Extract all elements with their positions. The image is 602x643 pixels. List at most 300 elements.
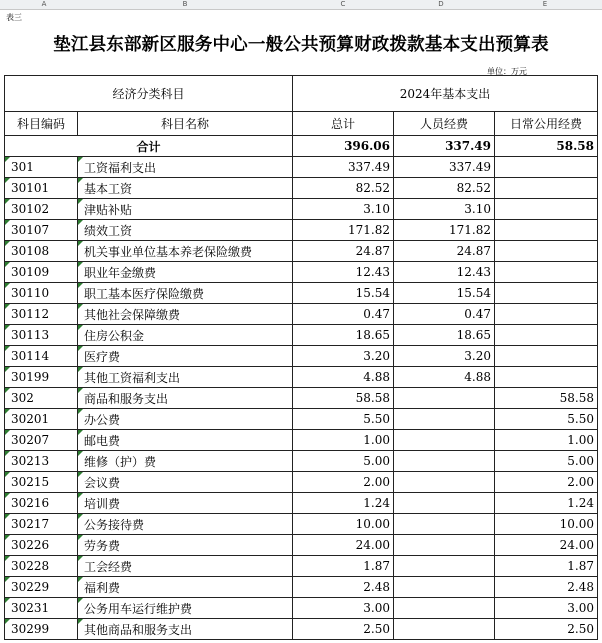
name-cell-text: 其他工资福利支出 [84,370,181,385]
name-cell[interactable] [78,493,293,514]
code-cell-text: 30199 [11,370,50,384]
code-cell-text: 30231 [11,601,50,615]
public-cell-text: 1.87 [567,559,594,573]
header-public[interactable]: 日常公用经费 [495,112,598,136]
name-cell-text: 津贴补贴 [84,202,133,217]
code-cell-text: 30216 [11,496,50,510]
total-cell-text: 2.00 [363,475,390,489]
text-format-marker-icon [5,388,10,393]
public-cell[interactable] [495,346,598,367]
text-format-marker-icon [5,283,10,288]
code-cell[interactable] [5,409,78,430]
table-row [5,493,598,514]
code-cell-text: 30110 [11,286,50,300]
table-row [5,241,598,262]
public-cell-text: 2.48 [567,580,594,594]
code-cell[interactable] [5,241,78,262]
text-format-marker-icon [5,451,10,456]
name-cell-text: 工会经费 [84,559,133,574]
public-cell-text: 2.50 [567,622,594,636]
text-format-marker-icon [5,409,10,414]
table-row [5,304,598,325]
total-cell[interactable] [293,220,394,241]
personnel-cell-text: 337.49 [449,160,491,174]
table-row [5,157,598,178]
header-row-2 [5,112,598,136]
text-format-marker-icon [78,283,83,288]
name-cell-text: 其他商品和服务支出 [84,622,193,637]
code-cell-text: 30226 [11,538,50,552]
code-cell[interactable] [5,346,78,367]
public-cell-text: 24.00 [559,538,594,552]
total-cell[interactable] [293,598,394,619]
code-cell[interactable] [5,220,78,241]
table-row [5,598,598,619]
total-cell-text: 2.50 [363,622,390,636]
code-cell[interactable] [5,199,78,220]
total-cell[interactable] [293,493,394,514]
total-cell[interactable] [293,199,394,220]
text-format-marker-icon [5,472,10,477]
total-cell-text: 337.49 [348,160,390,174]
code-cell[interactable] [5,178,78,199]
personnel-cell[interactable] [394,577,495,598]
personnel-cell[interactable] [394,199,495,220]
total-cell[interactable] [293,262,394,283]
total-cell[interactable] [293,325,394,346]
name-cell[interactable] [78,220,293,241]
personnel-cell[interactable] [394,451,495,472]
total-cell[interactable] [293,430,394,451]
table-row [5,178,598,199]
page-title: 垫江县东部新区服务中心一般公共预算财政拨款基本支出预算表 [53,35,549,55]
name-cell-text: 劳务费 [84,538,121,553]
personnel-cell-text: 0.47 [464,307,491,321]
personnel-cell[interactable] [394,367,495,388]
table-row [5,430,598,451]
personnel-cell-text: 3.20 [464,349,491,363]
personnel-cell[interactable] [394,262,495,283]
budget-table [4,75,598,640]
code-cell-text: 30112 [11,307,50,321]
public-cell[interactable] [495,157,598,178]
total-label[interactable]: 合计 [5,136,293,157]
name-cell[interactable] [78,619,293,640]
name-cell[interactable] [78,430,293,451]
text-format-marker-icon [5,346,10,351]
name-cell[interactable] [78,325,293,346]
public-cell[interactable] [495,367,598,388]
text-format-marker-icon [78,325,83,330]
public-cell[interactable] [495,451,598,472]
public-cell[interactable] [495,388,598,409]
name-cell[interactable] [78,472,293,493]
column-letter-d[interactable]: D [438,0,444,8]
total-cell[interactable] [293,367,394,388]
name-cell-text: 机关事业单位基本养老保险缴费 [84,244,253,259]
total-cell-text: 15.54 [355,286,390,300]
code-cell[interactable] [5,430,78,451]
personnel-cell[interactable] [394,556,495,577]
text-format-marker-icon [78,367,83,372]
table-row [5,535,598,556]
public-cell-text: 5.00 [567,454,594,468]
public-cell-text: 1.00 [567,433,594,447]
header-econ-category[interactable]: 经济分类科目 [5,76,293,112]
total-cell[interactable] [293,388,394,409]
text-format-marker-icon [78,304,83,309]
code-cell-text: 30102 [11,202,50,216]
code-cell[interactable] [5,304,78,325]
public-cell[interactable] [495,535,598,556]
name-cell[interactable] [78,577,293,598]
table-row [5,514,598,535]
total-cell[interactable] [293,304,394,325]
code-cell-text: 30207 [11,433,50,447]
table-row [5,346,598,367]
text-format-marker-icon [78,241,83,246]
public-cell-text: 58.58 [559,391,594,405]
text-format-marker-icon [78,535,83,540]
total-cell-text: 18.65 [355,328,390,342]
table-row [5,388,598,409]
public-cell[interactable] [495,514,598,535]
total-cell-text: 5.50 [363,412,390,426]
text-format-marker-icon [78,178,83,183]
text-format-marker-icon [5,178,10,183]
code-cell[interactable] [5,388,78,409]
name-cell-text: 办公费 [84,412,121,427]
code-cell[interactable] [5,325,78,346]
text-format-marker-icon [78,493,83,498]
total-cell-text: 82.52 [355,181,390,195]
text-format-marker-icon [5,199,10,204]
code-cell[interactable] [5,535,78,556]
code-cell-text: 30299 [11,622,50,636]
name-cell-text: 会议费 [84,475,121,490]
public-cell[interactable] [495,430,598,451]
code-cell-text: 30213 [11,454,50,468]
total-cell-text: 5.00 [363,454,390,468]
name-cell-text: 职业年金缴费 [84,265,157,280]
header-row-1 [5,76,598,112]
total-cell[interactable] [293,409,394,430]
header-personnel[interactable]: 人员经费 [394,112,495,136]
personnel-cell[interactable] [394,388,495,409]
public-cell-text: 5.50 [567,412,594,426]
unit-label: 单位：万元 [487,67,527,76]
personnel-cell[interactable] [394,178,495,199]
table-row [5,367,598,388]
text-format-marker-icon [5,598,10,603]
name-cell[interactable] [78,199,293,220]
table-row [5,199,598,220]
code-cell-text: 302 [11,391,34,405]
code-cell-text: 301 [11,160,34,174]
public-cell[interactable] [495,262,598,283]
personnel-cell[interactable] [394,409,495,430]
public-cell[interactable] [495,556,598,577]
text-format-marker-icon [78,598,83,603]
total-cell[interactable] [293,346,394,367]
name-cell-text: 绩效工资 [84,223,133,238]
code-cell-text: 30217 [11,517,50,531]
column-letter-a[interactable]: A [41,0,47,8]
total-cell[interactable] [293,577,394,598]
table-row [5,451,598,472]
total-cell[interactable] [293,157,394,178]
table-row [5,262,598,283]
public-cell[interactable] [495,598,598,619]
total-cell-text: 171.82 [348,223,390,237]
total-cell-text: 24.00 [355,538,390,552]
name-cell[interactable] [78,262,293,283]
table-row [5,325,598,346]
code-cell[interactable] [5,451,78,472]
personnel-cell[interactable] [394,535,495,556]
table-row [5,283,598,304]
total-cell-text: 1.00 [363,433,390,447]
code-cell[interactable] [5,619,78,640]
name-cell[interactable] [78,556,293,577]
name-cell-text: 工资福利支出 [84,160,157,175]
personnel-cell[interactable] [394,430,495,451]
total-cell[interactable] [293,619,394,640]
text-format-marker-icon [78,577,83,582]
text-format-marker-icon [5,220,10,225]
text-format-marker-icon [78,430,83,435]
public-cell[interactable] [495,409,598,430]
total-public[interactable]: 58.58 [495,136,598,157]
name-cell[interactable] [78,304,293,325]
total-cell-text: 58.58 [355,391,390,405]
code-cell-text: 30101 [11,181,50,195]
name-cell-text: 公务用车运行维护费 [84,601,193,616]
total-cell[interactable] [293,178,394,199]
name-cell-text: 其他社会保障缴费 [84,307,181,322]
personnel-cell-text: 18.65 [456,328,491,342]
text-format-marker-icon [78,514,83,519]
public-cell-text: 10.00 [559,517,594,531]
public-cell[interactable] [495,577,598,598]
code-cell-text: 30108 [11,244,50,258]
personnel-cell[interactable] [394,157,495,178]
public-cell[interactable] [495,493,598,514]
name-cell[interactable] [78,535,293,556]
code-cell[interactable] [5,577,78,598]
name-cell[interactable] [78,514,293,535]
table-row [5,472,598,493]
public-cell[interactable] [495,178,598,199]
code-cell-text: 30107 [11,223,50,237]
personnel-cell[interactable] [394,325,495,346]
code-cell[interactable] [5,283,78,304]
total-cell-text: 12.43 [355,265,390,279]
code-cell-text: 30215 [11,475,50,489]
code-cell-text: 30228 [11,559,50,573]
name-cell-text: 公务接待费 [84,517,145,532]
name-cell[interactable] [78,283,293,304]
text-format-marker-icon [5,304,10,309]
total-row [5,136,598,157]
public-cell[interactable] [495,619,598,640]
code-cell-text: 30201 [11,412,50,426]
total-cell[interactable] [293,283,394,304]
public-cell[interactable] [495,241,598,262]
name-cell[interactable] [78,346,293,367]
personnel-cell-text: 24.87 [456,244,491,258]
public-cell[interactable] [495,283,598,304]
code-cell[interactable] [5,514,78,535]
text-format-marker-icon [78,451,83,456]
public-cell-text: 3.00 [567,601,594,615]
public-cell-text: 2.00 [567,475,594,489]
public-cell[interactable] [495,472,598,493]
name-cell-text: 医疗费 [84,349,121,364]
name-cell[interactable] [78,178,293,199]
text-format-marker-icon [5,619,10,624]
personnel-cell[interactable] [394,346,495,367]
code-cell[interactable] [5,493,78,514]
name-cell-text: 住房公积金 [84,328,145,343]
name-cell-text: 福利费 [84,580,121,595]
personnel-cell-text: 171.82 [449,223,491,237]
total-cell-text: 0.47 [363,307,390,321]
total-cell[interactable] [293,472,394,493]
table-row [5,577,598,598]
text-format-marker-icon [5,577,10,582]
text-format-marker-icon [5,241,10,246]
code-cell[interactable] [5,598,78,619]
public-cell-text: 1.24 [567,496,594,510]
code-cell-text: 30113 [11,328,50,342]
name-cell[interactable] [78,367,293,388]
text-format-marker-icon [5,157,10,162]
text-format-marker-icon [78,409,83,414]
name-cell-text: 基本工资 [84,181,133,196]
total-cell-text: 3.00 [363,601,390,615]
personnel-cell[interactable] [394,304,495,325]
total-cell-text: 1.24 [363,496,390,510]
public-cell[interactable] [495,325,598,346]
text-format-marker-icon [78,556,83,561]
table-row [5,409,598,430]
personnel-cell[interactable] [394,220,495,241]
total-cell-text: 3.20 [363,349,390,363]
personnel-cell[interactable] [394,514,495,535]
column-header-bar [0,0,602,10]
text-format-marker-icon [5,325,10,330]
code-cell[interactable] [5,157,78,178]
total-cell-text: 1.87 [363,559,390,573]
personnel-cell-text: 82.52 [456,181,491,195]
name-cell-text: 邮电费 [84,433,121,448]
total-cell-text: 4.88 [363,370,390,384]
text-format-marker-icon [5,556,10,561]
name-cell[interactable] [78,598,293,619]
column-letter-e[interactable]: E [542,0,548,8]
personnel-cell-text: 12.43 [456,265,491,279]
text-format-marker-icon [5,430,10,435]
personnel-cell[interactable] [394,619,495,640]
text-format-marker-icon [78,157,83,162]
name-cell-text: 培训费 [84,496,121,511]
total-cell-text: 2.48 [363,580,390,594]
public-cell[interactable] [495,220,598,241]
total-cell-text: 24.87 [355,244,390,258]
total-sum[interactable]: 396.06 [293,136,394,157]
text-format-marker-icon [78,346,83,351]
total-cell[interactable] [293,514,394,535]
name-cell[interactable] [78,409,293,430]
column-letter-b[interactable]: B [182,0,188,8]
text-format-marker-icon [5,262,10,267]
public-cell[interactable] [495,199,598,220]
column-letter-c[interactable]: C [340,0,346,8]
code-cell[interactable] [5,262,78,283]
header-subject-name[interactable]: 科目名称 [78,112,293,136]
code-cell[interactable] [5,556,78,577]
personnel-cell[interactable] [394,283,495,304]
total-cell-text: 3.10 [363,202,390,216]
header-subject-code[interactable]: 科目编码 [5,112,78,136]
personnel-cell[interactable] [394,493,495,514]
sheet-tag: 表三 [6,13,22,22]
text-format-marker-icon [5,514,10,519]
text-format-marker-icon [5,493,10,498]
personnel-cell[interactable] [394,598,495,619]
code-cell[interactable] [5,472,78,493]
personnel-cell-text: 4.88 [464,370,491,384]
table-row [5,220,598,241]
personnel-cell[interactable] [394,472,495,493]
total-cell-text: 10.00 [355,517,390,531]
table-row [5,556,598,577]
public-cell[interactable] [495,304,598,325]
name-cell[interactable] [78,157,293,178]
name-cell[interactable] [78,241,293,262]
name-cell-text: 职工基本医疗保险缴费 [84,286,205,301]
header-total[interactable]: 总计 [293,112,394,136]
text-format-marker-icon [5,367,10,372]
code-cell-text: 30114 [11,349,50,363]
text-format-marker-icon [78,619,83,624]
code-cell-text: 30229 [11,580,50,594]
total-cell[interactable] [293,556,394,577]
text-format-marker-icon [78,220,83,225]
text-format-marker-icon [5,535,10,540]
text-format-marker-icon [78,472,83,477]
total-personnel[interactable]: 337.49 [394,136,495,157]
personnel-cell-text: 15.54 [456,286,491,300]
total-cell[interactable] [293,535,394,556]
name-cell-text: 商品和服务支出 [84,391,169,406]
text-format-marker-icon [78,199,83,204]
header-basic-expenditure[interactable]: 2024年基本支出 [293,76,598,112]
total-cell[interactable] [293,451,394,472]
personnel-cell[interactable] [394,241,495,262]
text-format-marker-icon [78,388,83,393]
code-cell-text: 30109 [11,265,50,279]
name-cell[interactable] [78,388,293,409]
name-cell[interactable] [78,451,293,472]
code-cell[interactable] [5,367,78,388]
text-format-marker-icon [78,262,83,267]
total-cell[interactable] [293,241,394,262]
name-cell-text: 维修（护）费 [84,454,157,469]
table-row [5,619,598,640]
personnel-cell-text: 3.10 [464,202,491,216]
